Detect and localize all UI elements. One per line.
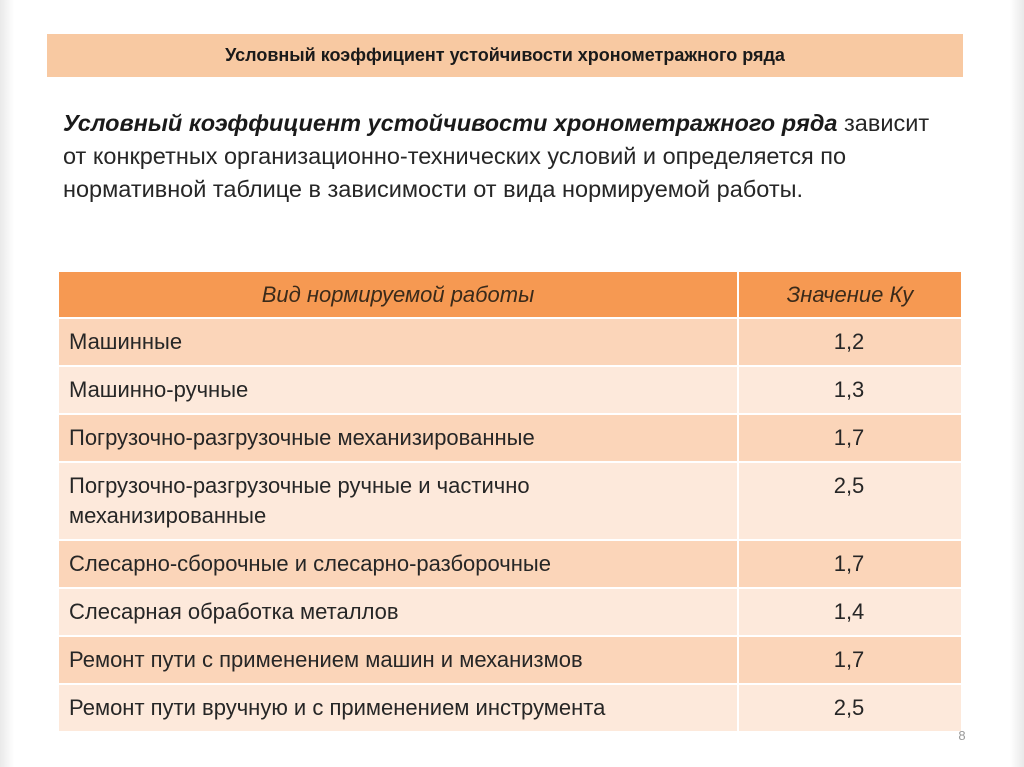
work-type-cell: Слесарная обработка металлов	[58, 588, 738, 636]
coefficient-cell: 1,3	[738, 366, 962, 414]
table-header-row	[58, 271, 962, 318]
table-row	[58, 318, 962, 366]
table-row	[58, 540, 962, 588]
slide-edge-left	[0, 0, 14, 767]
coefficient-cell: 1,7	[738, 414, 962, 462]
coefficient-cell: 1,4	[738, 588, 962, 636]
coefficient-cell: 1,7	[738, 540, 962, 588]
table-row	[58, 636, 962, 684]
coefficient-cell: 2,5	[738, 684, 962, 732]
table-row	[58, 462, 962, 540]
intro-lead: Условный коэффициент устойчивости хронометражного ряда	[63, 110, 838, 136]
header-work-type: Вид нормируемой работы	[58, 271, 738, 318]
work-type-cell: Слесарно-сборочные и слесарно-разборочные	[58, 540, 738, 588]
table-row	[58, 684, 962, 732]
header-coefficient: Значение Ку	[738, 271, 962, 318]
work-type-cell: Машинные	[58, 318, 738, 366]
work-type-cell: Погрузочно-разгрузочные ручные и частично механизированные	[58, 462, 738, 540]
work-type-cell: Погрузочно-разгрузочные механизированные	[58, 414, 738, 462]
intro-paragraph	[63, 107, 943, 206]
table-row	[58, 414, 962, 462]
coefficient-cell: 2,5	[738, 462, 962, 540]
table-row	[58, 366, 962, 414]
coefficient-table	[57, 270, 963, 733]
intro-text: зависит от конкретных организационно-технических условий и определяется по нормативной таблице в зависимости от вида нормируемой работы.	[63, 110, 930, 202]
table-row	[58, 588, 962, 636]
coefficient-cell: 1,2	[738, 318, 962, 366]
page-number: 8	[958, 728, 966, 743]
work-type-cell: Машинно-ручные	[58, 366, 738, 414]
slide-title: Условный коэффициент устойчивости хронометражного ряда	[47, 34, 963, 77]
work-type-cell: Ремонт пути вручную и с применением инструмента	[58, 684, 738, 732]
coefficient-cell: 1,7	[738, 636, 962, 684]
slide-edge-right	[1010, 0, 1024, 767]
work-type-cell: Ремонт пути с применением машин и механизмов	[58, 636, 738, 684]
